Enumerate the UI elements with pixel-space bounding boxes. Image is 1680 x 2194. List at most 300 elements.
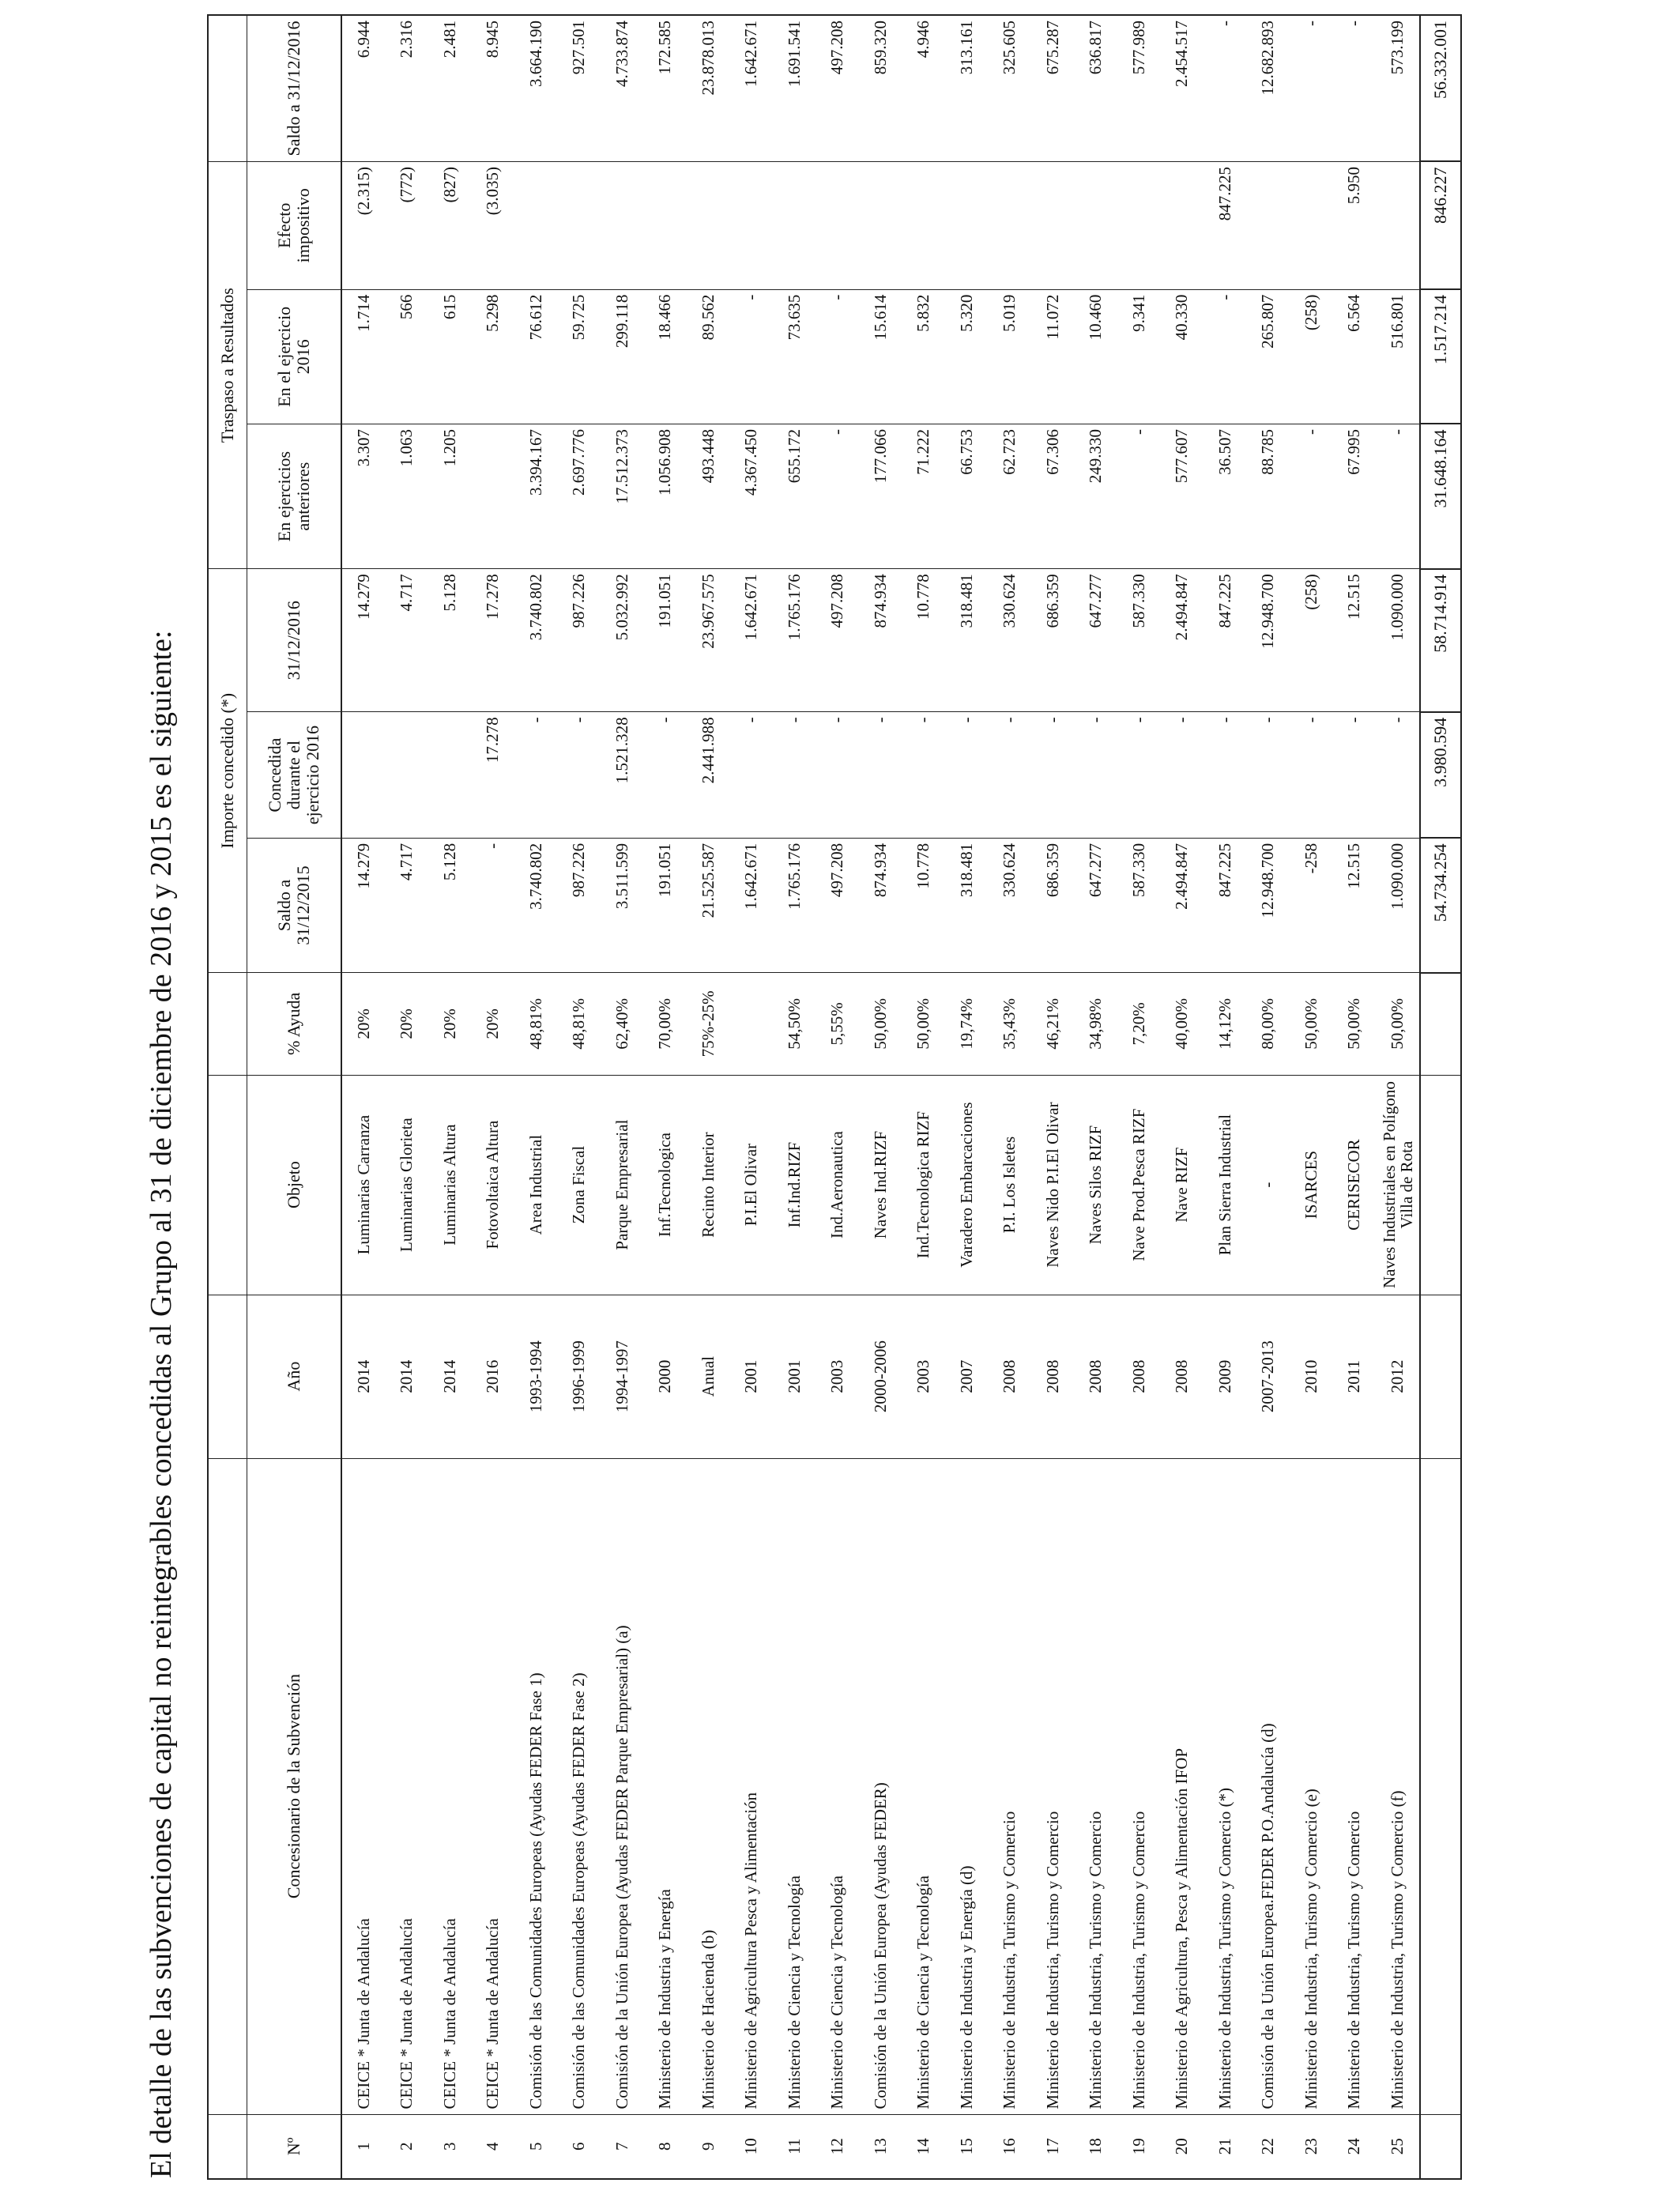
cell-objeto: ISARCES xyxy=(1290,1075,1333,1295)
cell-ayuda: 62,40% xyxy=(601,973,644,1075)
cell-anio: 2008 xyxy=(1161,1295,1204,1458)
cell-saldo-2016: - xyxy=(1333,15,1377,161)
cell-ejercicio-2016: 11.072 xyxy=(1031,289,1075,424)
cell-ayuda: 50,00% xyxy=(1376,973,1420,1075)
cell-importe-2016: 686.359 xyxy=(1031,569,1075,712)
cell-concedida-2016: - xyxy=(558,712,601,839)
cell-saldo-2015: 1.090.000 xyxy=(1376,838,1420,972)
cell-concedida-2016 xyxy=(428,712,472,839)
cell-ejercicio-2016: 15.614 xyxy=(859,289,902,424)
cell-ejercicios-anteriores: 1.056.908 xyxy=(644,424,687,568)
cell-concedida-2016: - xyxy=(1031,712,1075,839)
table-row xyxy=(730,15,774,2179)
cell-num: 6 xyxy=(558,2114,601,2179)
cell-objeto: Naves Silos RIZF xyxy=(1075,1075,1118,1295)
cell-objeto: Naves Ind.RIZF xyxy=(859,1075,902,1295)
cell-importe-2016: 330.624 xyxy=(989,569,1032,712)
cell-ejercicios-anteriores: 3.394.167 xyxy=(514,424,558,568)
cell-num: 3 xyxy=(428,2114,472,2179)
cell-anio: 2010 xyxy=(1290,1295,1333,1458)
cell-efecto-impositivo xyxy=(859,161,902,289)
table-row xyxy=(1075,15,1118,2179)
cell-ejercicio-2016: 615 xyxy=(428,289,472,424)
cell-ayuda: 20% xyxy=(341,973,386,1075)
cell-importe-2016: 3.740.802 xyxy=(514,569,558,712)
cell-ejercicios-anteriores: 66.753 xyxy=(945,424,989,568)
cell-ejercicio-2016: (258) xyxy=(1290,289,1333,424)
cell-ejercicio-2016: 18.466 xyxy=(644,289,687,424)
cell-concedida-2016: - xyxy=(1376,712,1420,839)
cell-concesionario: CEICE * Junta de Andalucía xyxy=(472,1458,515,2114)
cell-num: 7 xyxy=(601,2114,644,2179)
cell-saldo-2015: 587.330 xyxy=(1117,838,1161,972)
cell-efecto-impositivo xyxy=(1247,161,1290,289)
cell-ayuda: 54,50% xyxy=(773,973,816,1075)
cell-ayuda xyxy=(730,973,774,1075)
cell-objeto: Plan Sierra Industrial xyxy=(1203,1075,1247,1295)
cell-saldo-2015: 3.740.802 xyxy=(514,838,558,972)
table-row xyxy=(1161,15,1204,2179)
subsidies-table xyxy=(207,14,1462,2180)
cell-ejercicios-anteriores: 577.607 xyxy=(1161,424,1204,568)
cell-concedida-2016: - xyxy=(773,712,816,839)
cell-ejercicios-anteriores xyxy=(472,424,515,568)
cell-saldo-2016: 3.664.190 xyxy=(514,15,558,161)
cell-saldo-2016: 2.481 xyxy=(428,15,472,161)
cell-ejercicios-anteriores: 4.367.450 xyxy=(730,424,774,568)
cell-num: 21 xyxy=(1203,2114,1247,2179)
cell-ejercicios-anteriores: 3.307 xyxy=(341,424,386,568)
table-row xyxy=(687,15,730,2179)
cell-saldo-2015: 12.948.700 xyxy=(1247,838,1290,972)
cell-concesionario: Ministerio de Industria y Energía (d) xyxy=(945,1458,989,2114)
cell-concesionario: Ministerio de Ciencia y Tecnología xyxy=(773,1458,816,2114)
cell-ayuda: 35,43% xyxy=(989,973,1032,1075)
cell-efecto-impositivo: (772) xyxy=(386,161,429,289)
cell-saldo-2015: 330.624 xyxy=(989,838,1032,972)
cell-num: 13 xyxy=(859,2114,902,2179)
table-row xyxy=(859,15,902,2179)
cell-anio: 1994-1997 xyxy=(601,1295,644,1458)
total-saldo-2015: 54.734.254 xyxy=(1420,838,1461,972)
cell-importe-2016: 10.778 xyxy=(902,569,946,712)
table-row xyxy=(472,15,515,2179)
cell-num: 14 xyxy=(902,2114,946,2179)
cell-concesionario: Comisión de la Unión Europea.FEDER P.O.Andalucía (d) xyxy=(1247,1458,1290,2114)
cell-objeto: Fotovoltaica Altura xyxy=(472,1075,515,1295)
cell-saldo-2015: -258 xyxy=(1290,838,1333,972)
cell-num: 5 xyxy=(514,2114,558,2179)
cell-concesionario: CEICE * Junta de Andalucía xyxy=(428,1458,472,2114)
cell-concesionario: Ministerio de Industria, Turismo y Comercio xyxy=(1333,1458,1377,2114)
cell-concedida-2016: - xyxy=(1075,712,1118,839)
cell-concedida-2016 xyxy=(386,712,429,839)
cell-num: 16 xyxy=(989,2114,1032,2179)
table-row xyxy=(1247,15,1290,2179)
cell-ejercicio-2016: 5.832 xyxy=(902,289,946,424)
col-header-saldo-2016: Saldo a 31/12/2016 xyxy=(247,15,342,161)
header-importe-concedido: Importe concedido (*) xyxy=(208,569,247,973)
cell-saldo-2015: 4.717 xyxy=(386,838,429,972)
cell-saldo-2016: 172.585 xyxy=(644,15,687,161)
cell-saldo-2015: 21.525.587 xyxy=(687,838,730,972)
cell-objeto: Area Industrial xyxy=(514,1075,558,1295)
cell-ejercicios-anteriores: 17.512.373 xyxy=(601,424,644,568)
cell-ejercicio-2016: 1.714 xyxy=(341,289,386,424)
cell-anio: 2014 xyxy=(428,1295,472,1458)
cell-ayuda: 40,00% xyxy=(1161,973,1204,1075)
cell-concedida-2016: - xyxy=(989,712,1032,839)
cell-objeto: Varadero Embarcaciones xyxy=(945,1075,989,1295)
cell-num: 24 xyxy=(1333,2114,1377,2179)
cell-efecto-impositivo xyxy=(945,161,989,289)
cell-concesionario: Ministerio de Industria, Turismo y Comercio (f) xyxy=(1376,1458,1420,2114)
cell-ejercicios-anteriores: - xyxy=(1117,424,1161,568)
cell-ejercicio-2016: 73.635 xyxy=(773,289,816,424)
cell-concedida-2016: - xyxy=(1117,712,1161,839)
cell-efecto-impositivo xyxy=(1376,161,1420,289)
cell-num: 19 xyxy=(1117,2114,1161,2179)
cell-ejercicios-anteriores: 1.205 xyxy=(428,424,472,568)
cell-saldo-2016: 1.691.541 xyxy=(773,15,816,161)
total-saldo-2016: 56.332.001 xyxy=(1420,15,1461,161)
cell-saldo-2015: 14.279 xyxy=(341,838,386,972)
col-header-concesionario: Concesionario de la Subvención xyxy=(247,1458,342,2114)
cell-ayuda: 50,00% xyxy=(859,973,902,1075)
cell-saldo-2015: 2.494.847 xyxy=(1161,838,1204,972)
cell-num: 4 xyxy=(472,2114,515,2179)
table-row xyxy=(558,15,601,2179)
col-header-num: Nº xyxy=(247,2114,342,2179)
cell-objeto: - xyxy=(1247,1075,1290,1295)
cell-concesionario: Ministerio de Ciencia y Tecnología xyxy=(816,1458,860,2114)
cell-num: 22 xyxy=(1247,2114,1290,2179)
cell-ayuda: 14,12% xyxy=(1203,973,1247,1075)
cell-ejercicios-anteriores: 177.066 xyxy=(859,424,902,568)
cell-ayuda: 50,00% xyxy=(902,973,946,1075)
cell-importe-2016: 12.948.700 xyxy=(1247,569,1290,712)
cell-objeto: P.I. Los Isletes xyxy=(989,1075,1032,1295)
cell-saldo-2016: 636.817 xyxy=(1075,15,1118,161)
cell-ejercicio-2016: 10.460 xyxy=(1075,289,1118,424)
cell-concedida-2016: - xyxy=(514,712,558,839)
cell-saldo-2015: 497.208 xyxy=(816,838,860,972)
cell-anio: 2014 xyxy=(341,1295,386,1458)
cell-objeto: Luminarias Carranza xyxy=(341,1075,386,1295)
cell-anio: 2003 xyxy=(816,1295,860,1458)
cell-ayuda: 7,20% xyxy=(1117,973,1161,1075)
totals-row xyxy=(1420,15,1461,2179)
cell-efecto-impositivo xyxy=(816,161,860,289)
cell-saldo-2016: 927.501 xyxy=(558,15,601,161)
cell-ejercicio-2016: 265.807 xyxy=(1247,289,1290,424)
cell-anio: 2000 xyxy=(644,1295,687,1458)
cell-concesionario: Ministerio de Industria, Turismo y Comercio xyxy=(1117,1458,1161,2114)
cell-importe-2016: 23.967.575 xyxy=(687,569,730,712)
col-header-concedida-2016: Concedida durante el ejercicio 2016 xyxy=(247,712,342,839)
cell-importe-2016: 5.032.992 xyxy=(601,569,644,712)
cell-ayuda: 70,00% xyxy=(644,973,687,1075)
cell-concesionario: Comisión de la Unión Europea (Ayudas FEDER Parque Empresarial) (a) xyxy=(601,1458,644,2114)
header-traspaso-resultados: Traspaso a Resultados xyxy=(208,161,247,568)
table-row xyxy=(644,15,687,2179)
cell-efecto-impositivo: (3.035) xyxy=(472,161,515,289)
total-ejercicios-anteriores: 31.648.164 xyxy=(1420,424,1461,568)
cell-importe-2016: 17.278 xyxy=(472,569,515,712)
cell-concedida-2016: - xyxy=(859,712,902,839)
cell-anio: 2014 xyxy=(386,1295,429,1458)
cell-anio: 2001 xyxy=(730,1295,774,1458)
col-header-efecto-impositivo: Efecto impositivo xyxy=(247,161,342,289)
cell-concesionario: Ministerio de Agricultura, Pesca y Alimentación IFOP xyxy=(1161,1458,1204,2114)
cell-ejercicios-anteriores: 493.448 xyxy=(687,424,730,568)
cell-concesionario: Ministerio de Agricultura Pesca y Alimentación xyxy=(730,1458,774,2114)
cell-objeto: Nave Prod.Pesca RIZF xyxy=(1117,1075,1161,1295)
cell-objeto: Parque Empresarial xyxy=(601,1075,644,1295)
cell-concesionario: Ministerio de Industria, Turismo y Comercio xyxy=(1075,1458,1118,2114)
cell-num: 18 xyxy=(1075,2114,1118,2179)
cell-anio: 2011 xyxy=(1333,1295,1377,1458)
table-row xyxy=(1031,15,1075,2179)
cell-saldo-2016: 313.161 xyxy=(945,15,989,161)
cell-ejercicio-2016: 89.562 xyxy=(687,289,730,424)
cell-objeto: Ind.Aeronautica xyxy=(816,1075,860,1295)
cell-concesionario: CEICE * Junta de Andalucía xyxy=(341,1458,386,2114)
cell-anio: Anual xyxy=(687,1295,730,1458)
cell-anio: 2008 xyxy=(1075,1295,1118,1458)
cell-saldo-2015: 12.515 xyxy=(1333,838,1377,972)
cell-num: 2 xyxy=(386,2114,429,2179)
cell-ejercicio-2016: 566 xyxy=(386,289,429,424)
table-row xyxy=(1203,15,1247,2179)
cell-anio: 2009 xyxy=(1203,1295,1247,1458)
cell-ejercicio-2016: 9.341 xyxy=(1117,289,1161,424)
cell-saldo-2016: 675.287 xyxy=(1031,15,1075,161)
cell-ayuda: 50,00% xyxy=(1290,973,1333,1075)
cell-efecto-impositivo xyxy=(1290,161,1333,289)
cell-concesionario: Ministerio de Industria y Energía xyxy=(644,1458,687,2114)
cell-saldo-2015: 987.226 xyxy=(558,838,601,972)
cell-saldo-2015: 3.511.599 xyxy=(601,838,644,972)
cell-saldo-2016: 23.878.013 xyxy=(687,15,730,161)
cell-concesionario: Comisión de las Comunidades Europeas (Ayudas FEDER Fase 1) xyxy=(514,1458,558,2114)
cell-objeto: Nave RIZF xyxy=(1161,1075,1204,1295)
cell-importe-2016: 191.051 xyxy=(644,569,687,712)
cell-concedida-2016: - xyxy=(1203,712,1247,839)
cell-saldo-2015: 847.225 xyxy=(1203,838,1247,972)
cell-efecto-impositivo xyxy=(902,161,946,289)
cell-ejercicio-2016: 5.019 xyxy=(989,289,1032,424)
cell-saldo-2016: 859.320 xyxy=(859,15,902,161)
cell-importe-2016: 12.515 xyxy=(1333,569,1377,712)
cell-efecto-impositivo xyxy=(1117,161,1161,289)
cell-concesionario: Ministerio de Industria, Turismo y Comercio xyxy=(1031,1458,1075,2114)
cell-importe-2016: 647.277 xyxy=(1075,569,1118,712)
cell-ejercicio-2016: 40.330 xyxy=(1161,289,1204,424)
cell-ejercicios-anteriores: 67.306 xyxy=(1031,424,1075,568)
cell-saldo-2015: 5.128 xyxy=(428,838,472,972)
cell-objeto: Naves Industriales en Polígono Villa de Rota xyxy=(1376,1075,1420,1295)
cell-concedida-2016: - xyxy=(1247,712,1290,839)
cell-anio: 2008 xyxy=(1117,1295,1161,1458)
cell-ejercicio-2016: 76.612 xyxy=(514,289,558,424)
cell-ejercicio-2016: 516.801 xyxy=(1376,289,1420,424)
cell-efecto-impositivo xyxy=(601,161,644,289)
col-header-ejercicios-anteriores: En ejercicios anteriores xyxy=(247,424,342,568)
cell-efecto-impositivo xyxy=(989,161,1032,289)
cell-importe-2016: 587.330 xyxy=(1117,569,1161,712)
cell-ejercicios-anteriores: 249.330 xyxy=(1075,424,1118,568)
cell-importe-2016: 318.481 xyxy=(945,569,989,712)
cell-saldo-2016: 6.944 xyxy=(341,15,386,161)
cell-ayuda: 80,00% xyxy=(1247,973,1290,1075)
cell-importe-2016: 1.642.671 xyxy=(730,569,774,712)
cell-efecto-impositivo xyxy=(514,161,558,289)
cell-concesionario: Ministerio de Industria, Turismo y Comercio xyxy=(989,1458,1032,2114)
column-header-row xyxy=(247,15,342,2179)
cell-efecto-impositivo xyxy=(644,161,687,289)
cell-num: 25 xyxy=(1376,2114,1420,2179)
cell-ejercicios-anteriores: - xyxy=(1376,424,1420,568)
cell-concesionario: Ministerio de Industria, Turismo y Comercio (*) xyxy=(1203,1458,1247,2114)
cell-saldo-2015: 191.051 xyxy=(644,838,687,972)
cell-anio: 2003 xyxy=(902,1295,946,1458)
cell-ayuda: 75%-25% xyxy=(687,973,730,1075)
cell-saldo-2015: 1.765.176 xyxy=(773,838,816,972)
cell-concesionario: Comisión de la Unión Europea (Ayudas FEDER) xyxy=(859,1458,902,2114)
cell-ejercicios-anteriores: 655.172 xyxy=(773,424,816,568)
cell-saldo-2016: 573.199 xyxy=(1376,15,1420,161)
col-header-anio: Año xyxy=(247,1295,342,1458)
cell-concedida-2016: - xyxy=(1290,712,1333,839)
cell-efecto-impositivo xyxy=(1031,161,1075,289)
cell-ejercicio-2016: 59.725 xyxy=(558,289,601,424)
cell-concesionario: Ministerio de Ciencia y Tecnología xyxy=(902,1458,946,2114)
total-concedida-2016: 3.980.594 xyxy=(1420,712,1461,839)
group-header-row xyxy=(208,15,247,2179)
cell-num: 10 xyxy=(730,2114,774,2179)
cell-efecto-impositivo: (2.315) xyxy=(341,161,386,289)
table-row xyxy=(428,15,472,2179)
col-header-objeto: Objeto xyxy=(247,1075,342,1295)
cell-concesionario: Ministerio de Hacienda (b) xyxy=(687,1458,730,2114)
cell-concedida-2016 xyxy=(341,712,386,839)
cell-saldo-2015: 647.277 xyxy=(1075,838,1118,972)
table-row xyxy=(989,15,1032,2179)
cell-importe-2016: 987.226 xyxy=(558,569,601,712)
cell-importe-2016: 497.208 xyxy=(816,569,860,712)
cell-anio: 2000-2006 xyxy=(859,1295,902,1458)
cell-ayuda: 34,98% xyxy=(1075,973,1118,1075)
cell-concedida-2016: - xyxy=(730,712,774,839)
cell-ejercicios-anteriores: 88.785 xyxy=(1247,424,1290,568)
cell-efecto-impositivo xyxy=(1161,161,1204,289)
cell-concesionario: Ministerio de Industria, Turismo y Comercio (e) xyxy=(1290,1458,1333,2114)
cell-concedida-2016: 17.278 xyxy=(472,712,515,839)
cell-num: 23 xyxy=(1290,2114,1333,2179)
cell-objeto: Recinto Interior xyxy=(687,1075,730,1295)
cell-anio: 2008 xyxy=(1031,1295,1075,1458)
cell-anio: 2007 xyxy=(945,1295,989,1458)
cell-num: 1 xyxy=(341,2114,386,2179)
cell-efecto-impositivo xyxy=(558,161,601,289)
cell-objeto: Inf.Ind.RIZF xyxy=(773,1075,816,1295)
cell-ayuda: 20% xyxy=(386,973,429,1075)
cell-anio: 1996-1999 xyxy=(558,1295,601,1458)
cell-anio: 2016 xyxy=(472,1295,515,1458)
cell-saldo-2015: - xyxy=(472,838,515,972)
total-importe-2016: 58.714.914 xyxy=(1420,569,1461,712)
cell-objeto: CERISECOR xyxy=(1333,1075,1377,1295)
cell-ejercicio-2016: - xyxy=(730,289,774,424)
cell-efecto-impositivo xyxy=(687,161,730,289)
cell-concedida-2016: - xyxy=(816,712,860,839)
cell-num: 17 xyxy=(1031,2114,1075,2179)
cell-concedida-2016: - xyxy=(902,712,946,839)
cell-anio: 2012 xyxy=(1376,1295,1420,1458)
cell-saldo-2016: 12.682.893 xyxy=(1247,15,1290,161)
table-row xyxy=(945,15,989,2179)
cell-ejercicios-anteriores: 62.723 xyxy=(989,424,1032,568)
cell-importe-2016: 4.717 xyxy=(386,569,429,712)
cell-saldo-2016: 325.605 xyxy=(989,15,1032,161)
cell-saldo-2016: 2.316 xyxy=(386,15,429,161)
table-row xyxy=(1290,15,1333,2179)
cell-ejercicios-anteriores: 36.507 xyxy=(1203,424,1247,568)
cell-importe-2016: 1.090.000 xyxy=(1376,569,1420,712)
cell-concedida-2016: - xyxy=(644,712,687,839)
cell-saldo-2016: 4.946 xyxy=(902,15,946,161)
cell-efecto-impositivo xyxy=(773,161,816,289)
cell-saldo-2016: 1.642.671 xyxy=(730,15,774,161)
cell-efecto-impositivo: 847.225 xyxy=(1203,161,1247,289)
cell-importe-2016: 1.765.176 xyxy=(773,569,816,712)
cell-ejercicio-2016: 6.564 xyxy=(1333,289,1377,424)
col-header-saldo-2015: Saldo a 31/12/2015 xyxy=(247,838,342,972)
cell-concedida-2016: - xyxy=(1161,712,1204,839)
cell-concesionario: CEICE * Junta de Andalucía xyxy=(386,1458,429,2114)
cell-saldo-2016: 497.208 xyxy=(816,15,860,161)
cell-importe-2016: 874.934 xyxy=(859,569,902,712)
cell-num: 20 xyxy=(1161,2114,1204,2179)
table-row xyxy=(1117,15,1161,2179)
cell-saldo-2016: - xyxy=(1203,15,1247,161)
table-row xyxy=(514,15,558,2179)
cell-num: 11 xyxy=(773,2114,816,2179)
cell-saldo-2015: 1.642.671 xyxy=(730,838,774,972)
cell-num: 8 xyxy=(644,2114,687,2179)
table-row xyxy=(902,15,946,2179)
cell-ejercicios-anteriores: - xyxy=(1290,424,1333,568)
cell-ejercicio-2016: - xyxy=(1203,289,1247,424)
table-row xyxy=(386,15,429,2179)
cell-ayuda: 46,21% xyxy=(1031,973,1075,1075)
cell-saldo-2015: 686.359 xyxy=(1031,838,1075,972)
cell-objeto: Ind.Tecnologica RIZF xyxy=(902,1075,946,1295)
cell-concedida-2016: - xyxy=(945,712,989,839)
cell-num: 12 xyxy=(816,2114,860,2179)
cell-saldo-2016: - xyxy=(1290,15,1333,161)
cell-ayuda: 5,55% xyxy=(816,973,860,1075)
cell-ejercicio-2016: - xyxy=(816,289,860,424)
cell-efecto-impositivo xyxy=(1075,161,1118,289)
cell-ejercicio-2016: 5.320 xyxy=(945,289,989,424)
cell-ayuda: 19,74% xyxy=(945,973,989,1075)
cell-concedida-2016: 2.441.988 xyxy=(687,712,730,839)
table-body xyxy=(341,15,1420,2179)
col-header-ejercicio-2016: En el ejercicio 2016 xyxy=(247,289,342,424)
table-row xyxy=(1333,15,1377,2179)
